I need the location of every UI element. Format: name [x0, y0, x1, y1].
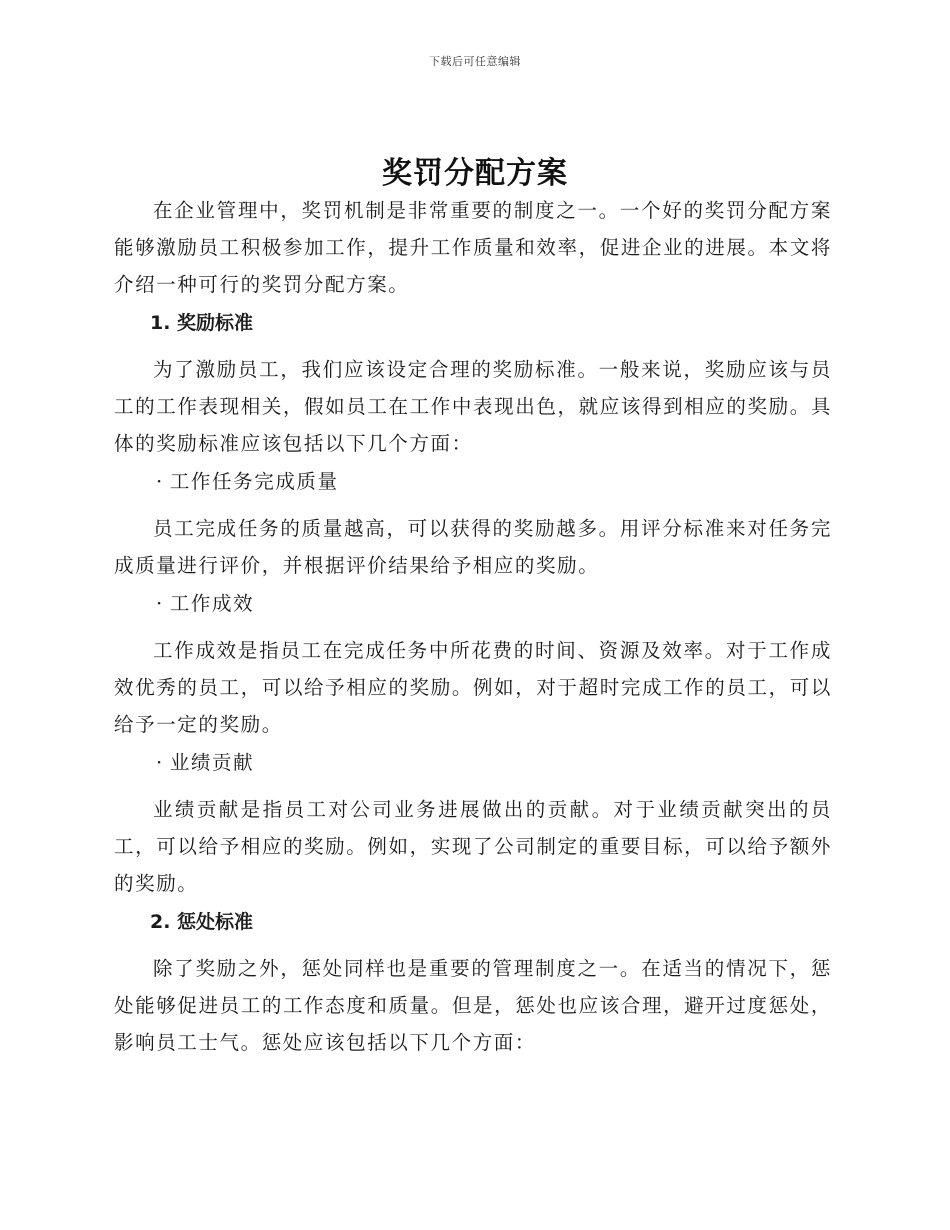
list-item-task-quality [114, 468, 832, 496]
bullet-icon: · [156, 470, 164, 493]
section-heading-rewards: 1. 奖励标准 [150, 312, 254, 334]
work-efficiency-paragraph: 工作成效是指员工在完成任务中所花费的时间、资源及效率。对于工作成效优秀的员工，可以给予相应的奖励。例如，对于超时完成工作的员工，可以给予一定的奖励。 [114, 639, 832, 736]
performance-paragraph: 业绩贡献是指员工对公司业务进展做出的贡献。对于业绩贡献突出的员工，可以给予相应的奖励。例如，实现了公司制定的重要目标，可以给予额外的奖励。 [114, 798, 832, 895]
list-item-title: 工作成效 [169, 592, 255, 615]
bullet-icon: · [156, 592, 164, 615]
intro-paragraph: 在企业管理中，奖罚机制是非常重要的制度之一。一个好的奖罚分配方案能够激励员工积极参加工作，提升工作质量和效率，促进企业的进展。本文将介绍一种可行的奖罚分配方案。 [114, 199, 832, 296]
list-item-title: 工作任务完成质量 [169, 470, 339, 493]
list-item-work-efficiency [114, 590, 832, 618]
section-rewards-intro: 为了激励员工，我们应该设定合理的奖励标准。一般来说，奖励应该与员工的工作表现相关，假如员工在工作中表现出色，就应该得到相应的奖励。具体的奖励标准应该包括以下几个方面： [114, 358, 832, 455]
task-quality-paragraph: 员工完成任务的质量越高，可以获得的奖励越多。用评分标准来对任务完成质量进行评价，并根据评价结果给予相应的奖励。 [114, 517, 832, 577]
bullet-icon: · [156, 751, 164, 774]
section-penalties-intro: 除了奖励之外，惩处同样也是重要的管理制度之一。在适当的情况下，惩处能够促进员工的工作态度和质量。但是，惩处也应该合理，避开过度惩处，影响员工士气。惩处应该包括以下几个方面： [114, 957, 832, 1054]
section-heading-penalties: 2. 惩处标准 [150, 911, 254, 933]
page-title: 奖罚分配方案 [382, 156, 568, 191]
list-item-title: 业绩贡献 [169, 751, 255, 774]
header-note: 下载后可任意编辑 [429, 55, 521, 68]
list-item-performance [114, 749, 832, 777]
document-body [114, 192, 832, 1067]
